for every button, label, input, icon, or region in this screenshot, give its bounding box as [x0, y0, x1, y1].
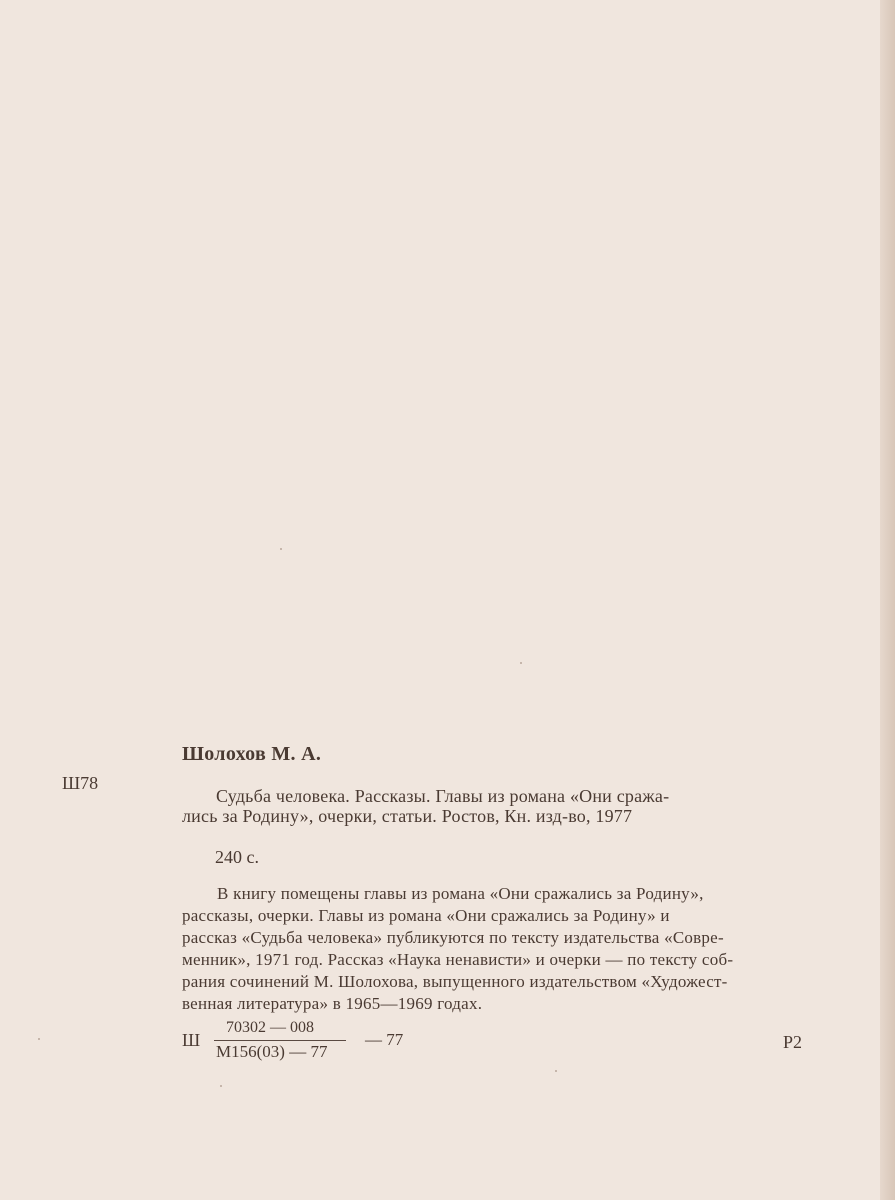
annotation-line: менник», 1971 год. Рассказ «Наука ненависти» и очерки — по тексту соб- [182, 950, 734, 969]
paper-speck [280, 548, 282, 550]
paper-speck [220, 1085, 222, 1087]
paper-speck [555, 1070, 557, 1072]
fraction-bar [214, 1040, 346, 1041]
annotation-line: рассказы, очерки. Главы из романа «Они сражались за Родину» и [182, 906, 670, 925]
author-heading: Шолохов М. А. [182, 743, 322, 765]
annotation-line: рания сочинений М. Шолохова, выпущенного издательством «Художест- [182, 972, 728, 991]
annotation-line: рассказ «Судьба человека» публикуются по тексту издательства «Совре- [182, 928, 724, 947]
description-line: Судьба человека. Рассказы. Главы из романа «Они сража- [216, 786, 670, 806]
annotation-line: В книгу помещены главы из романа «Они сражались за Родину», [217, 884, 704, 903]
page-edge [880, 0, 895, 1200]
page-count: 240 с. [215, 847, 259, 867]
index-numerator: 70302 — 008 [226, 1019, 314, 1036]
index-suffix: — 77 [365, 1030, 404, 1049]
classification-code: Р2 [783, 1032, 803, 1052]
paper-speck [38, 1038, 40, 1040]
annotation-line: венная литература» в 1965—1969 годах. [182, 994, 483, 1013]
paper-speck [520, 662, 522, 664]
index-letter: Ш [182, 1030, 201, 1050]
index-denominator: М156(03) — 77 [216, 1042, 328, 1061]
author-sign-code: Ш78 [62, 773, 99, 793]
description-line: лись за Родину», очерки, статьи. Ростов, Кн. изд-во, 1977 [182, 806, 633, 826]
